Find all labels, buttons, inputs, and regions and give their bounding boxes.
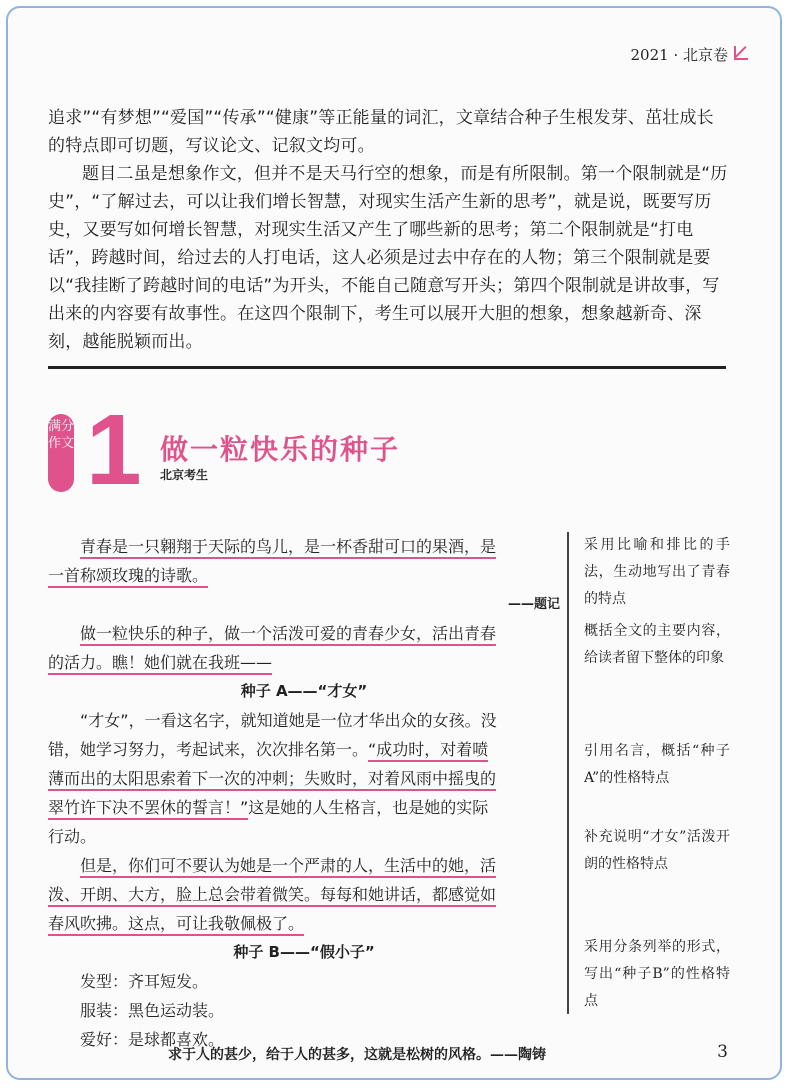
essay-title: 做一粒快乐的种子 <box>160 433 401 466</box>
intro-paragraph-2: 题目二虽是想象作文，但并不是天马行空的想象，而是有所限制。第一个限制就是“历史”，“了解过去，可以让我们增长智慧，对现实生活产生新的思考”，就是说，既要写历史，又要写如何增长智慧，对现实生活又产生了哪些新的思考；第二个限制就是“打电话”，跨越时间，给过去的人打电话，这人必须是过去中存在的人物；第三个限制就是要以“我挂断了跨越时间的电话”为开头，不能自己随意写开头；第四个限制就是讲故事，写出来的内容要有故事性。在这四个限制下，考生可以展开大胆的想象，想象越新奇、深刻，越能脱颖而出。 <box>48 164 728 352</box>
section-divider <box>48 366 726 369</box>
dedication-source: ——题记 <box>507 597 560 612</box>
essay-body <box>48 532 560 1054</box>
intro-text <box>48 104 728 356</box>
para1-line-1: 做一粒快乐的种子，做一个活泼可爱的青春少女，活出青春 <box>80 624 496 646</box>
para1-line-2: 的活力。瞧！她们就在我班—— <box>48 653 272 675</box>
para2-line-4b: 这是她的人生格言，也是她的实际 <box>248 798 489 817</box>
margin-note-4: 补充说明“才女”活泼开朗的性格特点 <box>584 829 730 872</box>
para2-line-2b: “成功时，对着喷 <box>368 740 488 762</box>
para3-line-3: 春风吹拂。这点，可让我敬佩极了。 <box>48 914 304 936</box>
essay-number: 1 <box>86 394 142 506</box>
para2-line-1: “才女”，一看这名字，就知道她是一位才华出众的女孩。没 <box>80 711 497 730</box>
para3-line-1: 但是，你们可不要认为她是一个严肃的人，生活中的她，活 <box>80 856 496 878</box>
essay-author: 北京考生 <box>160 468 209 482</box>
para2-line-4a: 翠竹许下决不罢休的誓言！” <box>48 798 248 820</box>
para2-line-5: 行动。 <box>48 827 97 846</box>
header-text: 2021 · 北京卷 <box>630 46 728 64</box>
seed-b-hair: 发型：齐耳短发。 <box>80 972 209 991</box>
para2-line-3: 薄而出的太阳思索着下一次的冲刺；失败时，对着风雨中摇曳的 <box>48 769 496 791</box>
essay-badge: 满分作文 <box>48 414 74 492</box>
subtitle-seed-a: 种子 A——“才女” <box>240 682 368 700</box>
dedication-line-1: 青春是一只翱翔于天际的鸟儿，是一杯香甜可口的果酒，是 <box>80 537 496 559</box>
margin-note-2: 概括全文的主要内容，给读者留下整体的印象 <box>584 623 730 666</box>
seed-b-hobby: 爱好：是球都喜欢。 <box>80 1030 225 1049</box>
margin-note-rule <box>567 532 569 1014</box>
margin-note-1: 采用比喻和排比的手法，生动地写出了青春的特点 <box>584 537 730 607</box>
seed-b-clothes: 服装：黑色运动装。 <box>80 1001 225 1020</box>
margin-note-5: 采用分条列举的形式，写出“种子B”的性格特点 <box>584 939 730 1009</box>
page-number: 3 <box>717 1042 728 1062</box>
running-header <box>631 44 728 65</box>
footer-quote: 求于人的甚少，给于人的甚多，这就是松树的风格。——陶铸 <box>168 1047 546 1063</box>
margin-note-3: 引用名言，概括“种子A”的性格特点 <box>584 743 730 786</box>
para3-line-2: 泼、开朗、大方，脸上总会带着微笑。每每和她讲话，都感觉如 <box>48 885 496 907</box>
para2-line-2a: 错，她学习努力，考起试来，次次排名第一。 <box>48 740 369 759</box>
subtitle-seed-b: 种子 B——“假小子” <box>233 943 375 961</box>
dedication-line-2: 一首称颂玫瑰的诗歌。 <box>48 566 208 588</box>
intro-paragraph-1: 追求”“有梦想”“爱国”“传承”“健康”等正能量的词汇，文章结合种子生根发芽、茁壮成长的特点即可切题，写议论文、记叙文均可。 <box>48 108 714 156</box>
corner-arrow-icon <box>734 46 748 60</box>
